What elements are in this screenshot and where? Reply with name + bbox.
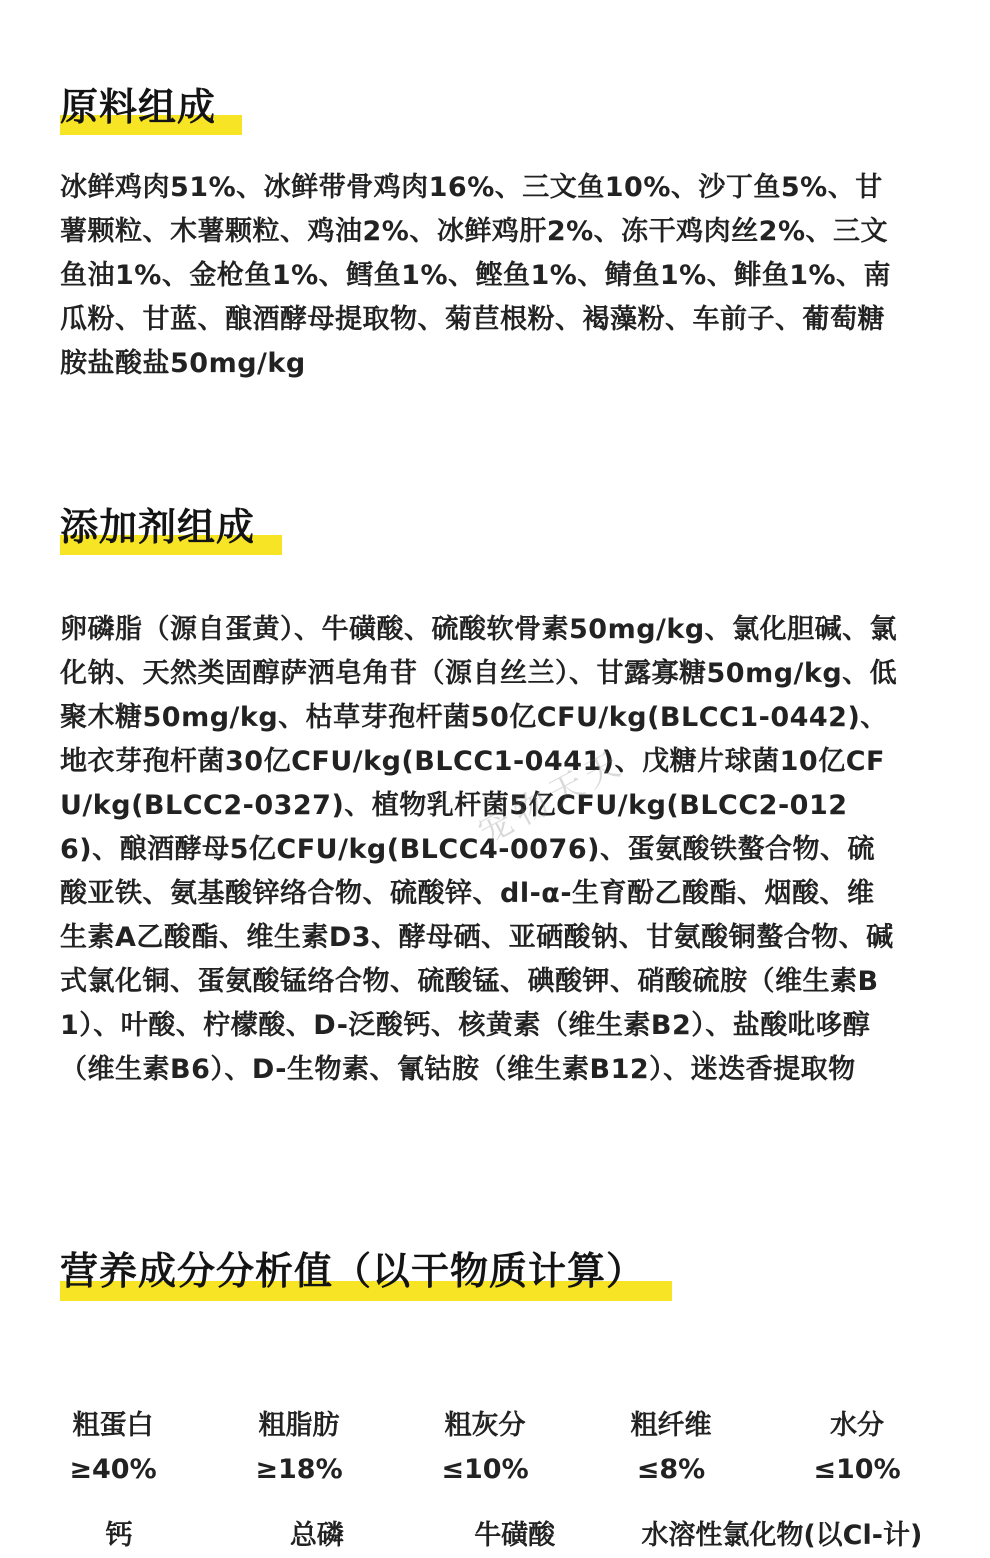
nutrient-crude-protein	[20, 1404, 206, 1492]
nutrient-label: 钙	[105, 1520, 133, 1551]
nutrition-row	[20, 1514, 950, 1558]
raw-materials-text: 冰鲜鸡肉51%、冰鲜带骨鸡肉16%、三文鱼10%、沙丁鱼5%、甘薯颗粒、木薯颗粒、鸡油2%、冰鲜鸡肝2%、冻干鸡肉丝2%、三文鱼油1%、金枪鱼1%、鳕鱼1%、鲣鱼1%、鲭鱼1%、鲱鱼1%、南瓜粉、甘蓝、酿酒酵母提取物、菊苣根粉、褐藻粉、车前子、葡萄糖胺盐酸盐50mg/kg	[60, 172, 892, 379]
nutrient-value: ≥40%	[69, 1454, 157, 1485]
additives-heading: 添加剂组成	[60, 505, 256, 549]
nutrient-taurine	[416, 1514, 614, 1558]
nutrient-label: 总磷	[289, 1520, 344, 1551]
nutrient-value: ≥18%	[255, 1454, 343, 1485]
nutrient-label: 水溶性氯化物(以Cl-计)	[641, 1520, 923, 1551]
nutrient-label: 粗脂肪	[258, 1410, 340, 1441]
nutrient-label: 粗蛋白	[72, 1410, 154, 1441]
nutrient-crude-fat	[206, 1404, 392, 1492]
nutrient-crude-fiber	[578, 1404, 764, 1492]
raw-materials-heading: 原料组成	[60, 85, 217, 129]
nutrient-calcium	[20, 1514, 218, 1558]
nutrient-label: 粗灰分	[444, 1410, 526, 1441]
nutrient-label: 水分	[830, 1410, 884, 1441]
nutrient-label: 牛磺酸	[474, 1520, 556, 1551]
nutrient-moisture	[764, 1404, 950, 1492]
nutrition-row	[20, 1404, 950, 1492]
nutrient-total-phosphorus	[218, 1514, 416, 1558]
watermark: 宠物天天	[471, 742, 632, 853]
additives-text: 卵磷脂（源自蛋黄）、牛磺酸、硫酸软骨素50mg/kg、氯化胆碱、氯化钠、天然类固醇萨洒皂角苷（源自丝兰）、甘露寡糖50mg/kg、低聚木糖50mg/kg、枯草芽孢杆菌50亿CFU/kg(BLCC1-0442)、地衣芽孢杆菌30亿CFU/kg(BLCC1-0441)、戊糖片球菌10亿CFU/kg(BLCC2-0327)、植物乳杆菌5亿CFU/kg(BLCC2-0126)、酿酒酵母5亿CFU/kg(BLCC4-0076)、蛋氨酸铁螯合物、硫酸亚铁、氨基酸锌络合物、硫酸锌、dl-α-生育酚乙酸酯、烟酸、维生素A乙酸酯、维生素D3、酵母硒、亚硒酸钠、甘氨酸铜螯合物、碱式氯化铜、蛋氨酸锰络合物、硫酸锰、碘酸钾、硝酸硫胺（维生素B1）、叶酸、柠檬酸、D-泛酸钙、核黄素（维生素B2）、盐酸吡哆醇（维生素B6）、D-生物素、氰钴胺（维生素B12）、迷迭香提取物	[60, 614, 898, 1085]
nutrition-heading: 营养成分分析值（以干物质计算）	[60, 1249, 646, 1293]
nutrition-grid	[20, 1404, 950, 1558]
nutrient-value: ≤10%	[813, 1454, 901, 1485]
nutrient-water-soluble-chloride	[614, 1514, 950, 1558]
nutrient-crude-ash	[392, 1404, 578, 1492]
nutrient-value: ≤10%	[441, 1454, 529, 1485]
nutrient-value: ≤8%	[636, 1454, 706, 1485]
nutrient-label: 粗纤维	[630, 1410, 712, 1441]
